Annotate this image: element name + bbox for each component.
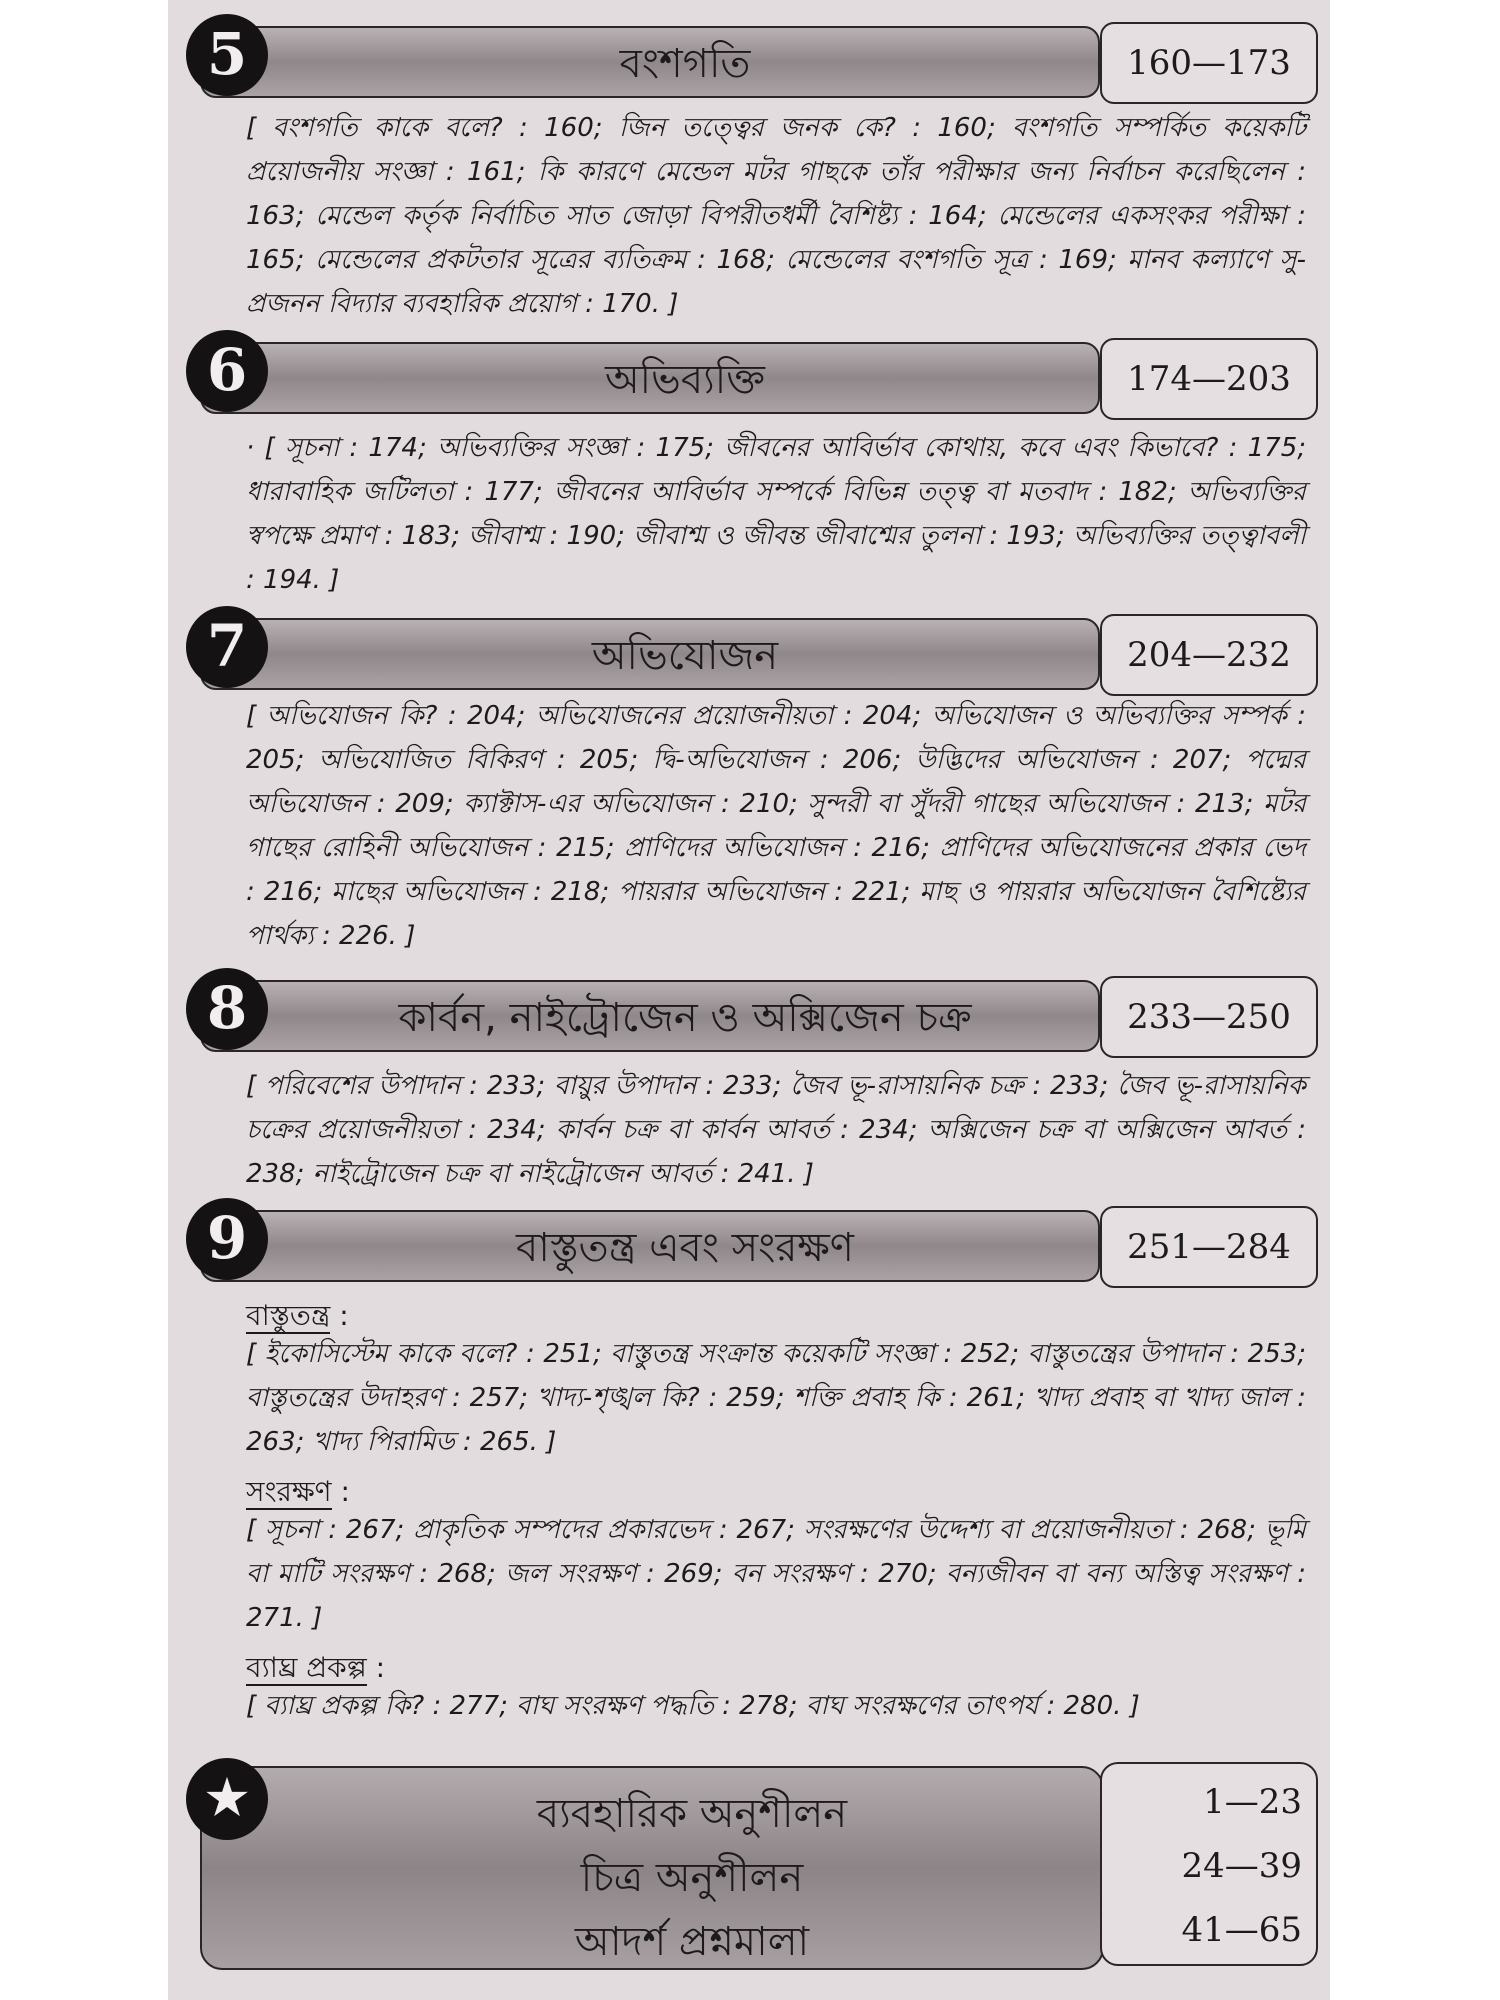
section-heading-text: সংরক্ষণ [246,1475,332,1508]
section-heading-text: বাস্তুতন্ত্র [246,1299,331,1332]
chapter-summary: [ বংশগতি কাকে বলে? : 160; জিন তত্ত্বের জনক কে? : 160; বংশগতি সম্পর্কিত কয়েকটি প্রয়োজনীয় সংজ্ঞা : 161; কি কারণে মেন্ডেল মটর গাছকে তাঁর পরীক্ষার জন্য নির্বাচন করেছিলেন : 163; মেন্ডেল কর্তৃক নির্বাচিত সাত জোড়া বিপরীতধর্মী বৈশিষ্ট্য : 164; মেন্ডেলের একসংকর পরীক্ষা : 165; মেন্ডেলের প্রকটতার সূত্রের ব্যতিক্রম : 168; মেন্ডেলের বংশগতি সূত্র : 169; মানব কল্যাণে সু-প্রজনন বিদ্যার ব্যবহারিক প্রয়োগ : 170. ] [246,113,1306,319]
chapter-summary: [ পরিবেশের উপাদান : 233; বায়ুর উপাদান : 233; জৈব ভূ-রাসায়নিক চক্র : 233; জৈব ভূ-রাসায়নিক চক্রের প্রয়োজনীয়তা : 234; কার্বন চক্র বা কার্বন আবর্ত : 234; অক্সিজেন চক্র বা অক্সিজেন আবর্ত : 238; নাইট্রোজেন চক্র বা নাইট্রোজেন আবর্ত : 241. ] [246,1071,1306,1189]
chapter-number-badge: 8 [186,968,268,1050]
chapter-title: কার্বন, নাইট্রোজেন ও অক্সিজেন চক্র [200,980,1100,1052]
star-icon: ★ [186,1758,268,1840]
section-heading-text: ব্যাঘ্র প্রকল্প [246,1651,367,1684]
book-contents-page [168,0,1330,2000]
section-summary: [ ইকোসিস্টেম কাকে বলে? : 251; বাস্তুতন্ত্র সংক্রান্ত কয়েকটি সংজ্ঞা : 252; বাস্তুতন্ত্রের উপাদান : 253; বাস্তুতন্ত্রের উদাহরণ : 257; খাদ্য-শৃঙ্খল কি? : 259; শক্তি প্রবাহ কি : 261; খাদ্য প্রবাহ বা খাদ্য জাল : 263; খাদ্য পিরামিড : 265. ] [246,1339,1306,1457]
chapter-title: বাস্তুতন্ত্র এবং সংরক্ষণ [200,1210,1100,1282]
chapter-summary: · [ সূচনা : 174; অভিব্যক্তির সংজ্ঞা : 175; জীবনের আবির্ভাব কোথায়, কবে এবং কিভাবে? : 175; ধারাবাহিক জটিলতা : 177; জীবনের আবির্ভাব সম্পর্কে বিভিন্ন তত্ত্ব বা মতবাদ : 182; অভিব্যক্তির স্বপক্ষে প্রমাণ : 183; জীবাশ্ম : 190; জীবাশ্ম ও জীবন্ত জীবাশ্মের তুলনা : 193; অভিব্যক্তির তত্ত্বাবলী : 194. ] [246,433,1306,595]
appendix-item-title: চিত্র অনুশীলন [580,1855,804,1901]
chapter-number-badge: 9 [186,1198,268,1280]
appendix-item-title: ব্যবহারিক অনুশীলন [536,1791,848,1837]
section-summary: [ সূচনা : 267; প্রাকৃতিক সম্পদের প্রকারভেদ : 267; সংরক্ষণের উদ্দেশ্য বা প্রয়োজনীয়তা : 268; ভূমি বা মাটি সংরক্ষণ : 268; জল সংরক্ষণ : 269; বন সংরক্ষণ : 270; বন্যজীবন বা বন্য অস্তিত্ব সংরক্ষণ : 271. ] [246,1515,1306,1633]
chapter-number-badge: 5 [186,14,268,96]
section-heading: সংরক্ষণ : [246,1475,350,1508]
chapter-page-range: 204—232 [1100,614,1318,696]
appendix-item-title: আদর্শ প্রশ্নমালা [574,1919,810,1965]
chapter-number-badge: 7 [186,606,268,688]
appendix-page-ranges [1100,1762,1318,1966]
chapter-page-range: 251—284 [1100,1206,1318,1288]
chapter-number-badge: 6 [186,330,268,412]
section-summary: [ ব্যাঘ্র প্রকল্প কি? : 277; বাঘ সংরক্ষণ পদ্ধতি : 278; বাঘ সংরক্ষণের তাৎপর্য : 280. ] [246,1691,1140,1721]
chapter-title: অভিযোজন [200,618,1100,690]
appendix-item-pages: 24—39 [1181,1846,1302,1886]
section-heading: ব্যাঘ্র প্রকল্প : [246,1651,386,1684]
chapter-page-range: 233—250 [1100,976,1318,1058]
chapter-page-range: 174—203 [1100,338,1318,420]
chapter-summary: [ অভিযোজন কি? : 204; অভিযোজনের প্রয়োজনীয়তা : 204; অভিযোজন ও অভিব্যক্তির সম্পর্ক : 205; অভিযোজিত বিকিরণ : 205; দ্বি-অভিযোজন : 206; উদ্ভিদের অভিযোজন : 207; পদ্মের অভিযোজন : 209; ক্যাক্টাস-এর অভিযোজন : 210; সুন্দরী বা সুঁদরী গাছের অভিযোজন : 213; মটর গাছের রোহিনী অভিযোজন : 215; প্রাণিদের অভিযোজন : 216; প্রাণিদের অভিযোজনের প্রকার ভেদ : 216; মাছের অভিযোজন : 218; পায়রার অভিযোজন : 221; মাছ ও পায়রার অভিযোজন বৈশিষ্ট্যের পার্থক্য : 226. ] [246,701,1306,951]
chapter-title: বংশগতি [200,26,1100,98]
appendix-item-pages: 41—65 [1181,1910,1302,1950]
chapter-page-range: 160—173 [1100,22,1318,104]
appendix-item-pages: 1—23 [1203,1782,1302,1822]
chapter-title: অভিব্যক্তি [200,342,1100,414]
appendix-title-bar [200,1766,1104,1970]
section-heading: বাস্তুতন্ত্র : [246,1299,349,1332]
